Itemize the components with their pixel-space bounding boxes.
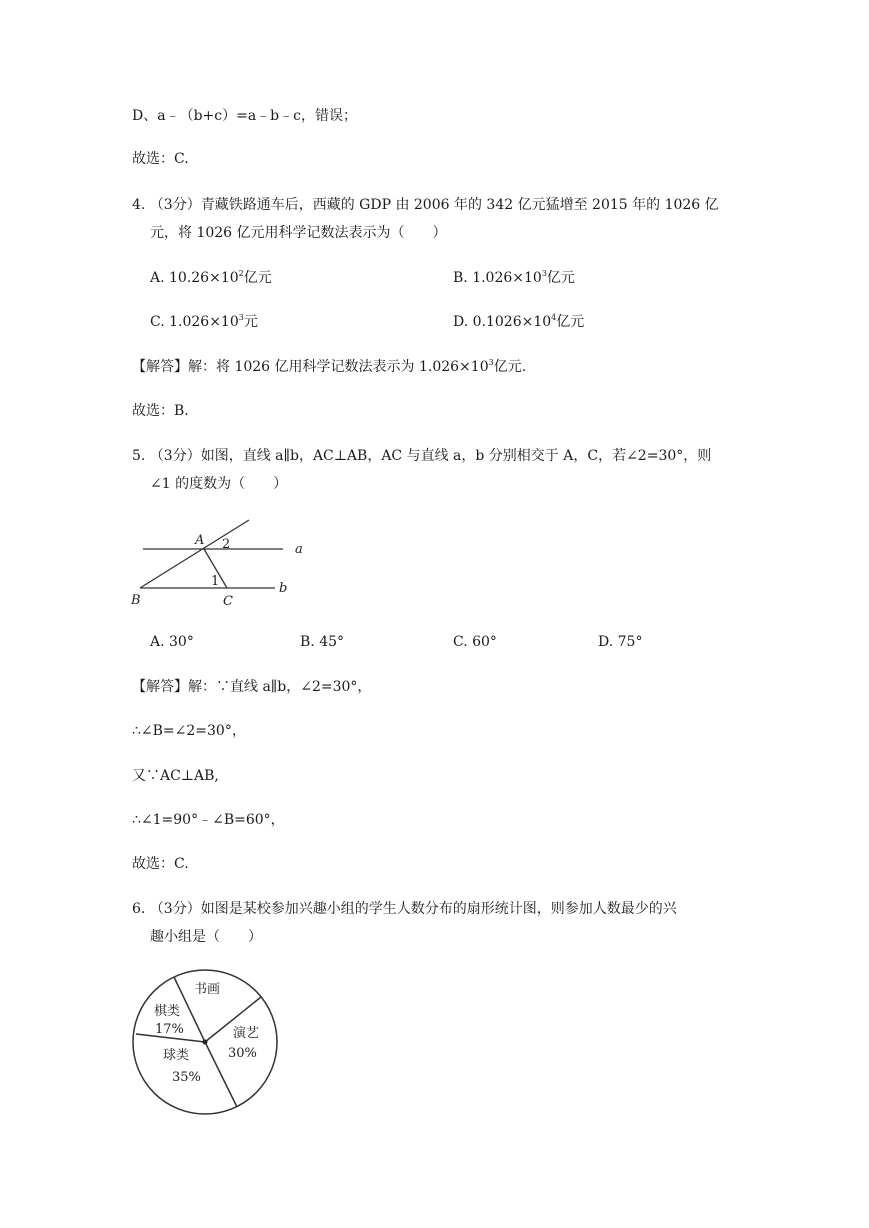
pie-label-calligraphy: 书画 (194, 982, 221, 997)
q5-solution-line2: ∴∠B=∠2=30°， (132, 723, 246, 739)
q5-option-b: B. 45° (300, 634, 345, 650)
label-angle-1: 1 (211, 574, 220, 589)
transversal-bA (140, 520, 249, 588)
q5-option-c: C. 60° (453, 634, 497, 650)
pie-label-chess: 棋类 (154, 1004, 181, 1019)
pie-center-dot (203, 1040, 208, 1045)
label-point-b: B (131, 593, 141, 608)
q5-option-a: A. 30° (150, 634, 194, 650)
label-line-a: a (295, 542, 303, 557)
q5-solution-line3: 又∵AC⊥AB, (132, 768, 219, 784)
pie-label-ball: 球类 (163, 1048, 190, 1063)
pie-value-performance: 30% (228, 1046, 257, 1061)
answer-q5: 故选：C. (132, 856, 189, 872)
q4-option-b: B. $1.026\times 10^3$亿元 (453, 269, 575, 286)
q4-option-a: A. $10.26\times 10^2$亿元 (150, 269, 272, 286)
q6-stem-line1: 6. （3分）如图是某校参加兴趣小组的学生人数分布的扇形统计图，则参加人数最少的兴 (132, 901, 677, 917)
q5-solution-line4: ∴∠1=90°﹣∠B=60°， (132, 812, 285, 828)
q4-solution: 【解答】解：将 1026 亿用科学记数法表示为 $1.026\times 10^3$亿元. (132, 358, 527, 375)
q5-option-d: D. 75° (598, 634, 643, 650)
q5-solution-line1: 【解答】解：∵直线 a∥b，∠2=30°， (132, 679, 372, 695)
q6-pie-chart (130, 962, 300, 1122)
q6-stem-line2: 趣小组是（ ） (150, 929, 262, 945)
option-d-text: D、a﹣（b+c）=a﹣b﹣c，错误； (132, 108, 357, 124)
q5-stem-line2: ∠1 的度数为（ ） (150, 476, 288, 492)
q4-stem-line2: 元，将 1026 亿元用科学记数法表示为（ ） (150, 225, 447, 241)
label-angle-2: 2 (222, 537, 231, 552)
answer-q4: 故选：B. (132, 403, 189, 419)
q4-option-c: C. $1.026\times 10^3$元 (150, 313, 258, 330)
q5-geometry-figure (125, 512, 325, 612)
pie-value-ball: 35% (172, 1070, 201, 1085)
q5-stem-line1: 5. （3分）如图，直线 a∥b，AC⊥AB，AC 与直线 a，b 分别相交于 A，C，若∠2=30°，则 (132, 448, 712, 464)
q4-option-d: D. $0.1026\times 10^4$亿元 (453, 313, 585, 330)
pie-label-performance: 演艺 (233, 1026, 260, 1041)
q4-stem-line1: 4. （3分）青藏铁路通车后，西藏的 GDP 由 2006 年的 342 亿元猛增至 2015 年的 1026 亿 (132, 197, 719, 213)
label-point-a: A (195, 533, 205, 548)
answer-q3: 故选：C. (132, 151, 189, 167)
label-point-c: C (223, 594, 233, 609)
pie-value-chess: 17% (155, 1022, 184, 1037)
label-line-b: b (279, 581, 288, 596)
